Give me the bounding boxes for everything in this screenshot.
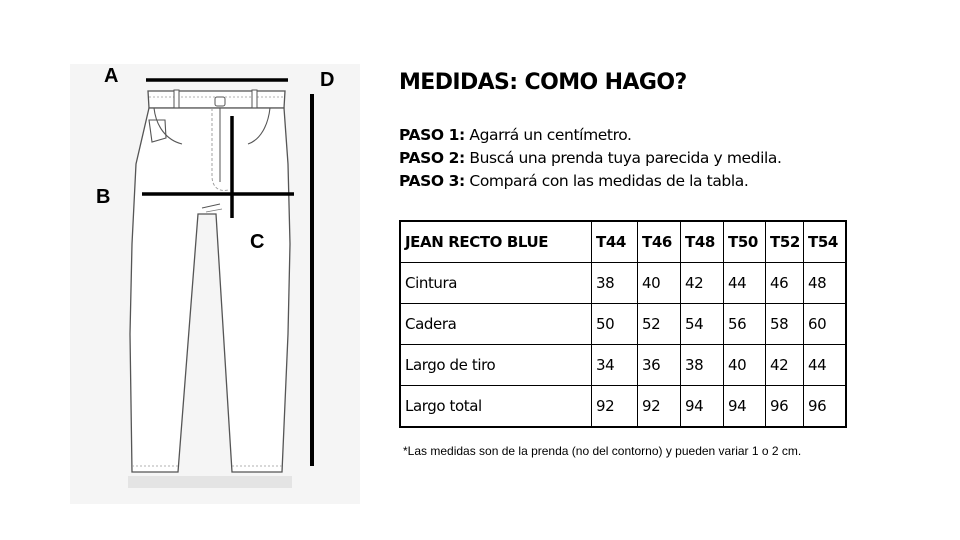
table-cell: 48: [804, 263, 847, 304]
table-row: [400, 386, 846, 428]
table-cell: 40: [638, 263, 681, 304]
table-cell: 38: [681, 345, 724, 386]
table-cell: 44: [804, 345, 847, 386]
table-cell: 58: [766, 304, 804, 345]
table-cell: 52: [638, 304, 681, 345]
step-2-text: Buscá una prenda tuya parecida y medila.: [469, 149, 782, 167]
table-cell: 38: [592, 263, 638, 304]
table-cell: 40: [724, 345, 766, 386]
table-cell: 92: [638, 386, 681, 428]
table-cell: 56: [724, 304, 766, 345]
header-size: T50: [724, 221, 766, 263]
label-d: D: [320, 69, 335, 91]
row-label: Cintura: [400, 263, 592, 304]
table-cell: 94: [724, 386, 766, 428]
step-2-label: PASO 2:: [399, 149, 465, 167]
table-cell: 96: [804, 386, 847, 428]
page-title: MEDIDAS: COMO HAGO?: [399, 70, 687, 95]
footnote: *Las medidas son de la prenda (no del contorno) y pueden variar 1 o 2 cm.: [403, 444, 802, 458]
table-cell: 36: [638, 345, 681, 386]
row-label: Cadera: [400, 304, 592, 345]
jeans-drawing: [70, 64, 360, 504]
table-row: [400, 304, 846, 345]
step-3: [399, 170, 782, 193]
table-cell: 42: [681, 263, 724, 304]
row-label: Largo total: [400, 386, 592, 428]
table-cell: 92: [592, 386, 638, 428]
row-label: Largo de tiro: [400, 345, 592, 386]
step-1: [399, 124, 782, 147]
table-cell: 34: [592, 345, 638, 386]
step-3-label: PASO 3:: [399, 172, 465, 190]
steps-list: [399, 124, 782, 193]
header-size: T48: [681, 221, 724, 263]
step-1-label: PASO 1:: [399, 126, 465, 144]
step-3-text: Compará con las medidas de la tabla.: [469, 172, 749, 190]
header-size: T52: [766, 221, 804, 263]
label-a: A: [104, 65, 119, 87]
table-row: [400, 345, 846, 386]
table-cell: 54: [681, 304, 724, 345]
table-cell: 42: [766, 345, 804, 386]
header-size: T46: [638, 221, 681, 263]
table-cell: 94: [681, 386, 724, 428]
table-cell: 96: [766, 386, 804, 428]
label-b: B: [96, 186, 111, 208]
table-row: [400, 263, 846, 304]
header-size: T54: [804, 221, 847, 263]
table-cell: 50: [592, 304, 638, 345]
step-2: [399, 147, 782, 170]
table-cell: 46: [766, 263, 804, 304]
table-cell: 44: [724, 263, 766, 304]
header-product: JEAN RECTO BLUE: [400, 221, 592, 263]
jeans-illustration: [70, 64, 360, 504]
table-cell: 60: [804, 304, 847, 345]
table-header-row: [400, 221, 846, 263]
header-size: T44: [592, 221, 638, 263]
label-c: C: [250, 231, 265, 253]
step-1-text: Agarrá un centímetro.: [469, 126, 632, 144]
size-table: [399, 220, 847, 428]
